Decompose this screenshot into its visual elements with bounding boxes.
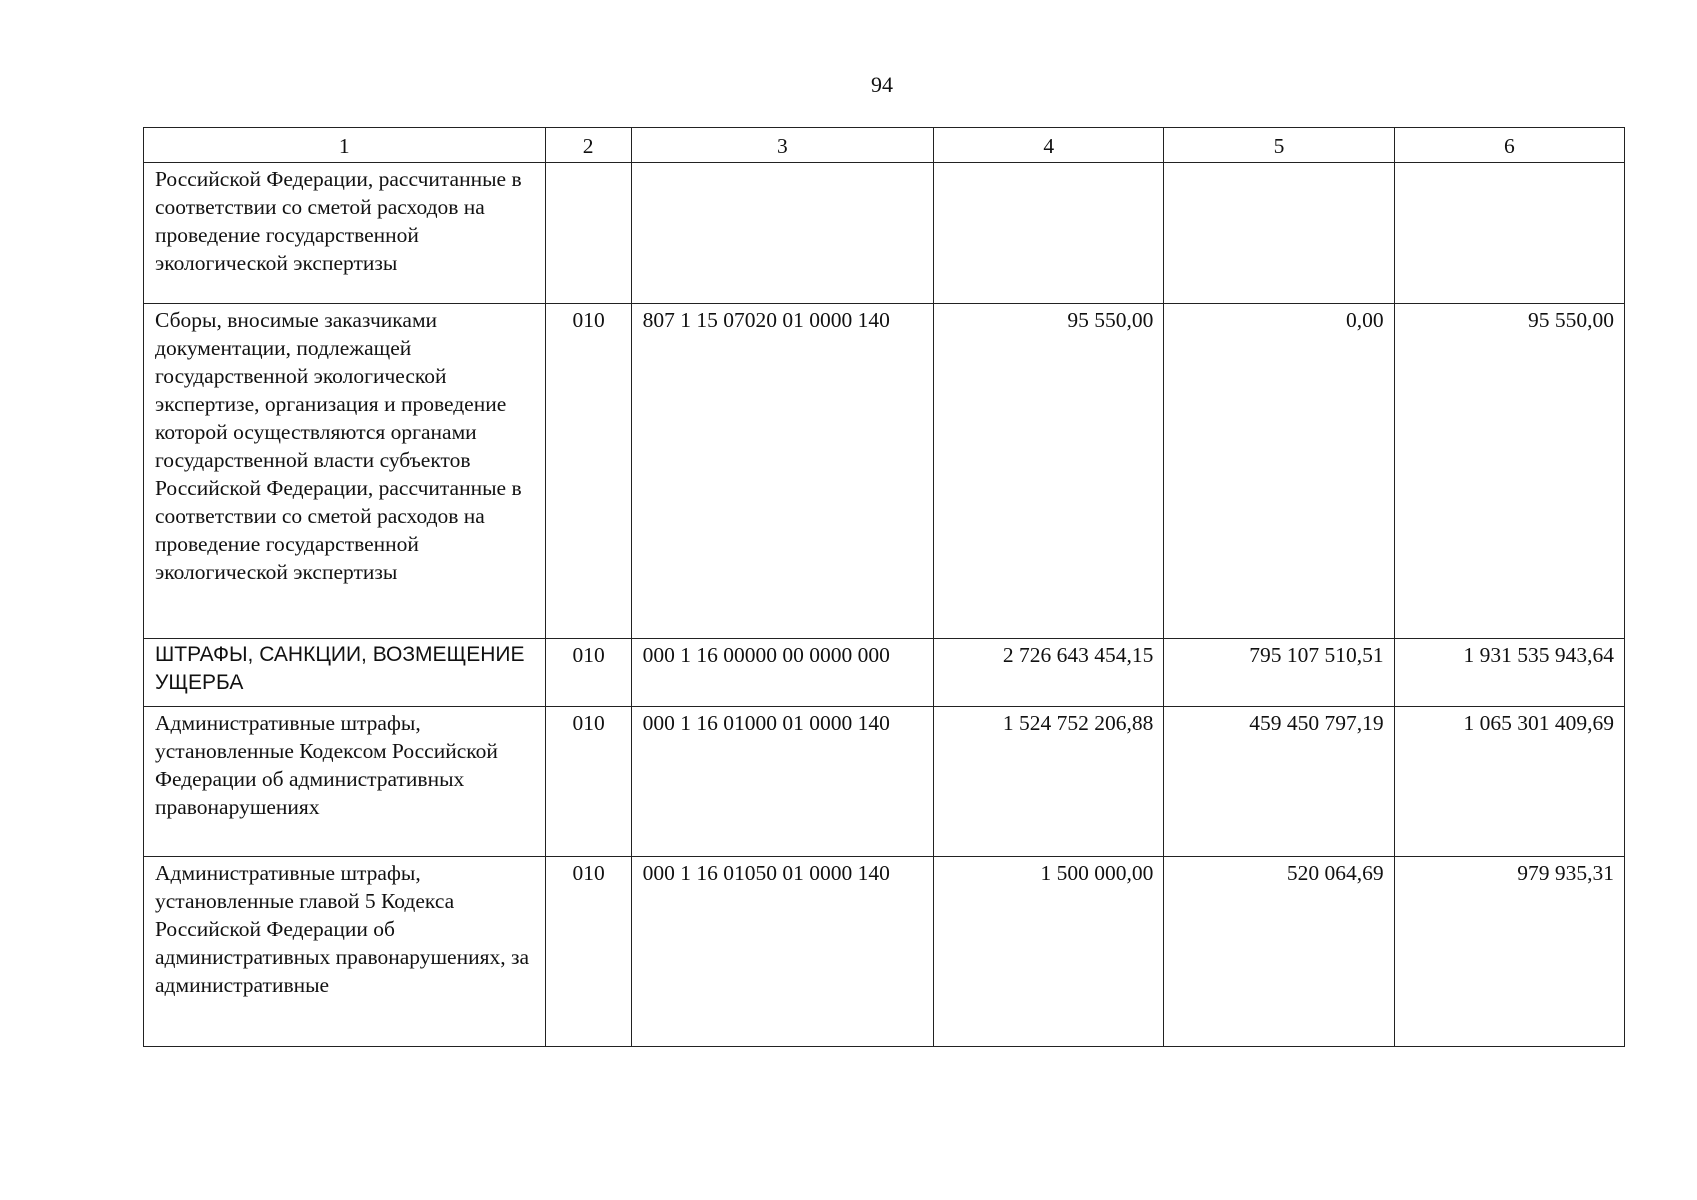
page-number: 94 [871, 72, 893, 97]
row-name: ШТРАФЫ, САНКЦИИ, ВОЗМЕЩЕНИЕ УЩЕРБА [144, 639, 546, 707]
table-row [144, 163, 1625, 304]
row-budget-classification-code: 807 1 15 07020 01 0000 140 [631, 304, 933, 639]
row-name: Административные штрафы, установленные главой 5 Кодекса Российской Федерации об административных правонарушениях, за административные [144, 857, 546, 1047]
column-number-5: 5 [1164, 128, 1394, 163]
column-number-6: 6 [1394, 128, 1624, 163]
budget-execution-table [143, 127, 1625, 1047]
row-unexecuted-amount: 979 935,31 [1394, 857, 1624, 1047]
row-approved-amount: 95 550,00 [934, 304, 1164, 639]
row-executed-amount: 459 450 797,19 [1164, 707, 1394, 857]
row-unexecuted-amount: 1 931 535 943,64 [1394, 639, 1624, 707]
row-approved-amount: 2 726 643 454,15 [934, 639, 1164, 707]
row-executed-amount: 795 107 510,51 [1164, 639, 1394, 707]
row-budget-classification-code: 000 1 16 01050 01 0000 140 [631, 857, 933, 1047]
row-line-code: 010 [545, 857, 631, 1047]
row-name: Административные штрафы, установленные Кодексом Российской Федерации об административных правонарушениях [144, 707, 546, 857]
row-name: Российской Федерации, рассчитанные в соответствии со сметой расходов на проведение государственной экологической экспертизы [144, 163, 546, 304]
row-unexecuted-amount: 1 065 301 409,69 [1394, 707, 1624, 857]
table-header-row [144, 128, 1625, 163]
row-executed-amount [1164, 163, 1394, 304]
row-executed-amount: 520 064,69 [1164, 857, 1394, 1047]
column-number-3: 3 [631, 128, 933, 163]
row-budget-classification-code [631, 163, 933, 304]
column-number-4: 4 [934, 128, 1164, 163]
column-number-2: 2 [545, 128, 631, 163]
row-line-code: 010 [545, 639, 631, 707]
row-executed-amount: 0,00 [1164, 304, 1394, 639]
row-name: Сборы, вносимые заказчиками документации, подлежащей государственной экологической экспертизе, организация и проведение которой осуществляются органами государственной власти субъектов Российской Федерации, рассчитанные в соответствии со сметой расходов на проведение государственной экологической экспертизы [144, 304, 546, 639]
row-unexecuted-amount [1394, 163, 1624, 304]
row-approved-amount: 1 524 752 206,88 [934, 707, 1164, 857]
table-row [144, 639, 1625, 707]
row-line-code: 010 [545, 304, 631, 639]
row-line-code: 010 [545, 707, 631, 857]
column-number-1: 1 [144, 128, 546, 163]
table-row [144, 304, 1625, 639]
row-line-code [545, 163, 631, 304]
table-row [144, 857, 1625, 1047]
row-approved-amount: 1 500 000,00 [934, 857, 1164, 1047]
row-budget-classification-code: 000 1 16 00000 00 0000 000 [631, 639, 933, 707]
row-approved-amount [934, 163, 1164, 304]
row-unexecuted-amount: 95 550,00 [1394, 304, 1624, 639]
row-budget-classification-code: 000 1 16 01000 01 0000 140 [631, 707, 933, 857]
table-row [144, 707, 1625, 857]
